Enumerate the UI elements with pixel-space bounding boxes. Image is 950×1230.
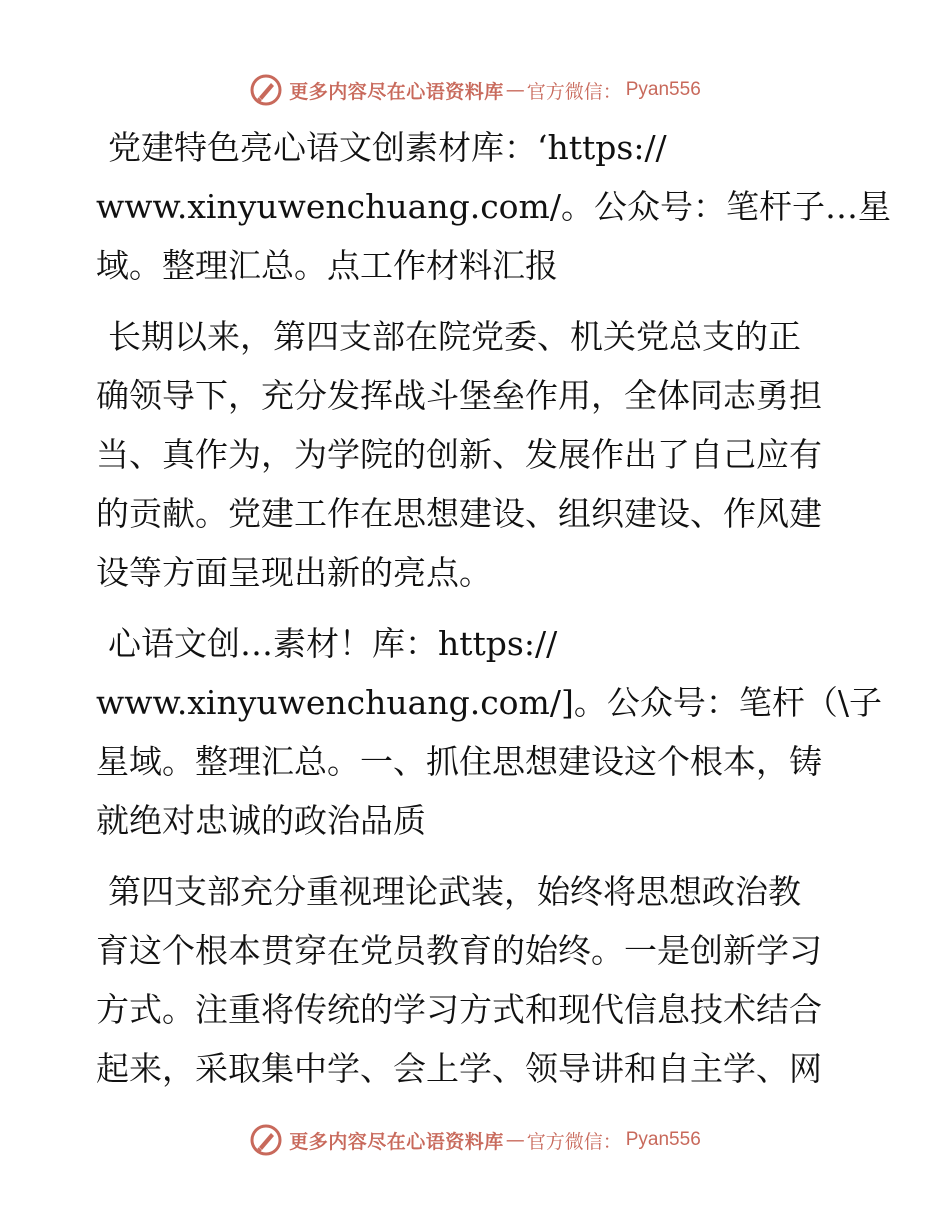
header-banner-id: Pyan556: [625, 79, 701, 100]
document-body: [96, 118, 891, 1110]
header-banner-dash: —: [505, 79, 525, 101]
pen-logo-icon: [249, 1123, 283, 1157]
paragraph-line: 设等方面呈现出新的亮点。: [96, 553, 492, 592]
paragraph-4: [96, 862, 856, 1098]
footer-banner-label: 官方微信：: [526, 1130, 622, 1153]
pen-logo-icon: [249, 73, 283, 107]
paragraph-line: 方式。注重将传统的学习方式和现代信息技术结合: [96, 990, 822, 1029]
footer-banner-text: 更多内容尽在心语资料库: [289, 1130, 504, 1153]
paragraph-line: 当、真作为，为学院的创新、发展作出了自己应有: [96, 435, 822, 474]
footer-banner: [0, 1120, 950, 1160]
header-banner-text: 更多内容尽在心语资料库: [289, 80, 504, 103]
paragraph-line: 确领导下，充分发挥战斗堡垒作用，全体同志勇担: [96, 376, 822, 415]
header-banner: [0, 70, 950, 110]
paragraph-line: 党建特色亮心语文创素材库：‘https://: [108, 128, 667, 167]
paragraph-line: 第四支部充分重视理论武装，始终将思想政治教: [108, 872, 801, 911]
footer-banner-dash: —: [505, 1129, 525, 1151]
paragraph-3: [96, 614, 882, 850]
paragraph-1: [96, 118, 891, 295]
header-banner-label: 官方微信：: [526, 80, 622, 103]
footer-banner-id: Pyan556: [625, 1129, 701, 1150]
paragraph-line: www.xinyuwenchuang.com/]。公众号：笔杆（\子: [96, 683, 882, 722]
paragraph-line: 起来，采取集中学、会上学、领导讲和自主学、网: [96, 1049, 822, 1088]
paragraph-line: 心语文创…素材！库：https://: [108, 624, 558, 663]
paragraph-line: 的贡献。党建工作在思想建设、组织建设、作风建: [96, 494, 822, 533]
paragraph-line: 长期以来，第四支部在院党委、机关党总支的正: [108, 317, 801, 356]
paragraph-2: [96, 307, 856, 602]
paragraph-line: 星域。整理汇总。一、抓住思想建设这个根本，铸: [96, 742, 822, 781]
paragraph-line: 育这个根本贯穿在党员教育的始终。一是创新学习: [96, 931, 822, 970]
paragraph-line: 就绝对忠诚的政治品质: [96, 801, 426, 840]
paragraph-line: www.xinyuwenchuang.com/。公众号：笔杆子…星: [96, 187, 891, 226]
paragraph-line: 域。整理汇总。点工作材料汇报: [96, 246, 558, 285]
